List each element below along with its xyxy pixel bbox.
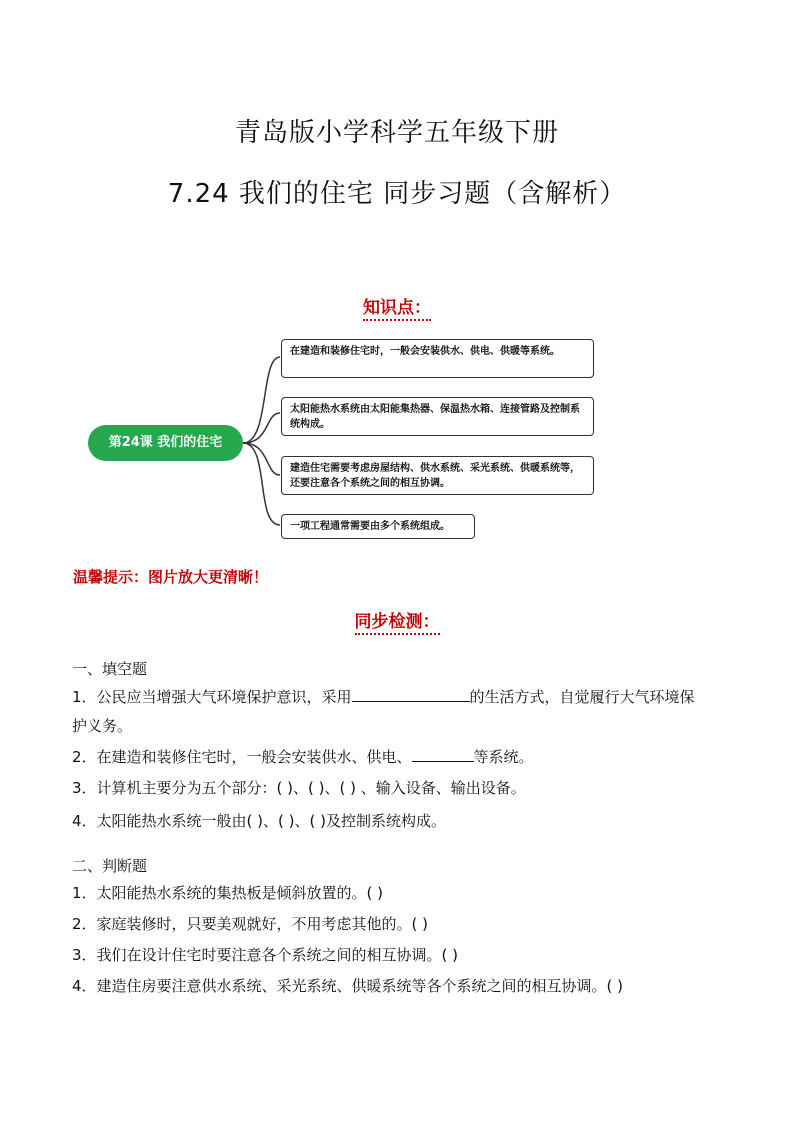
tip-text: 温馨提示：图片放大更清晰！ <box>73 568 269 586</box>
mind-map-branch-1: 在建造和装修住宅时，一般会安装供水、供电、供暖等系统。 <box>281 339 594 378</box>
judge-question-4: 4．建造住房要注意供水系统、采光系统、供暖系统等各个系统之间的相互协调。( ) <box>72 977 624 995</box>
fill-question-1: 1．公民应当增强大气环境保护意识，采用 的生活方式，自觉履行大气环境保 <box>72 688 695 706</box>
judge-question-1: 1．太阳能热水系统的集热板是倾斜放置的。( ) <box>72 884 384 902</box>
judge-question-3: 3．我们在设计住宅时要注意各个系统之间的相互协调。( ) <box>72 946 459 964</box>
answer-blank[interactable] <box>412 747 474 762</box>
fill-section-title: 一、填空题 <box>72 660 148 678</box>
answer-blank[interactable] <box>352 687 470 702</box>
mind-map-branch-4: 一项工程通常需要由多个系统组成。 <box>281 514 475 539</box>
fill-question-3: 3．计算机主要分为五个部分：( )、( )、( ) 、输入设备、输出设备。 <box>72 779 526 797</box>
fill-question-2: 2．在建造和装修住宅时，一般会安装供水、供电、 等系统。 <box>72 748 534 766</box>
connector-3 <box>243 443 280 475</box>
connector-4 <box>243 443 280 525</box>
document-title: 青岛版小学科学五年级下册 <box>234 118 559 148</box>
mind-map-center: 第24课 我们的住宅 <box>88 425 243 461</box>
mind-map-branch-2: 太阳能热水系统由太阳能集热器、保温热水箱、连接管路及控制系统构成。 <box>281 397 594 436</box>
mind-map-branch-3: 建造住宅需要考虑房屋结构、供水系统、采光系统、供暖系统等，还要注意各个系统之间的相互协调。 <box>281 456 594 495</box>
document-subtitle: 7.24 我们的住宅 同步习题（含解析） <box>167 179 627 209</box>
fill-question-1-cont: 护义务。 <box>72 717 133 735</box>
knowledge-heading: 知识点： <box>0 293 794 318</box>
judge-section-title: 二、判断题 <box>72 857 148 875</box>
connector-1 <box>243 357 280 443</box>
fill-question-4: 4．太阳能热水系统一般由( )、( )、( )及控制系统构成。 <box>72 812 446 830</box>
judge-question-2: 2．家庭装修时，只要美观就好，不用考虑其他的。( ) <box>72 915 429 933</box>
practice-heading: 同步检测： <box>0 607 794 632</box>
